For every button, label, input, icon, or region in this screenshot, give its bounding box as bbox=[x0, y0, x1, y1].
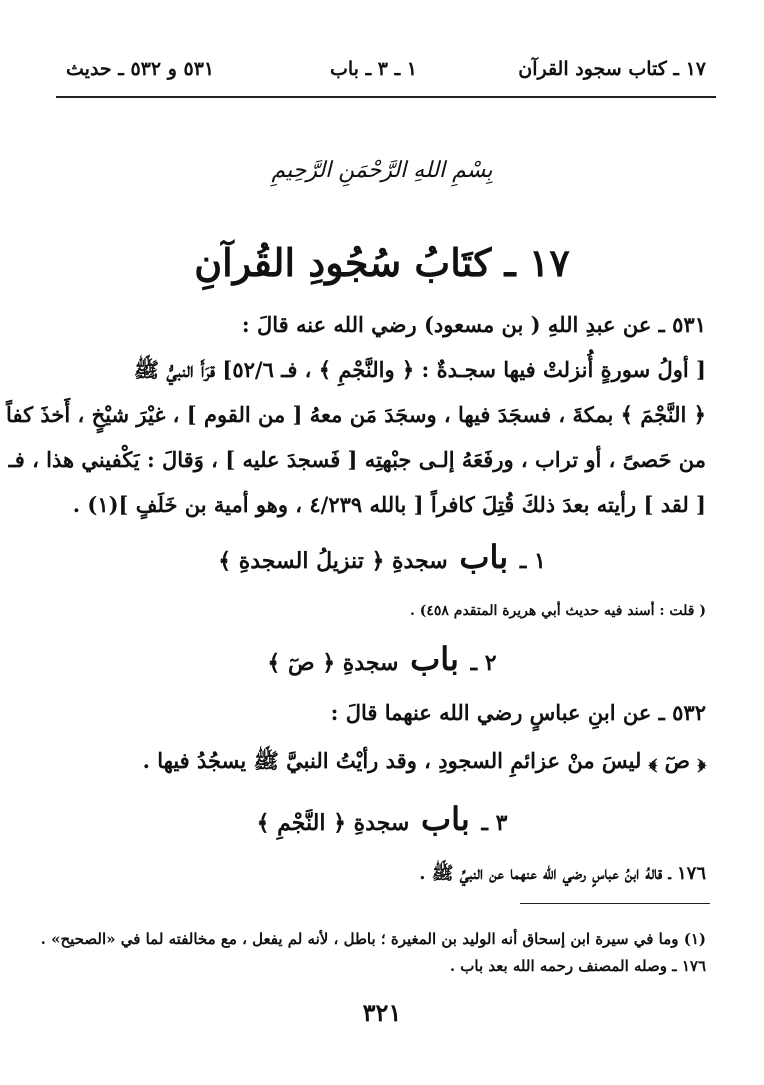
bab-1-title: سجدةِ ﴿ تنزيلُ السجدةِ ﴾ bbox=[218, 548, 448, 574]
bab-1-word: باب bbox=[459, 538, 509, 576]
hadith-531-line-1: [ أولُ سورةٍ أُنزلتْ فيها سجـدةٌ : ﴿ والنَّجْمِ ﴾ ، فـ ٥٢/٦] قرَأَ النبيُّ ﷺ bbox=[133, 357, 706, 382]
bab-3-word: باب bbox=[421, 800, 470, 838]
bab-3-title: سجدةِ ﴿ النَّجْمِ ﴾ bbox=[256, 810, 410, 836]
bab-1-heading bbox=[120, 538, 644, 576]
header-section: ١ ـ ٣ ـ باب bbox=[330, 58, 417, 80]
footnote-1: (١) وما في سيرة ابن إسحاق أنه الوليد بن المغيرة ؛ باطل ، لأنه لم يفعل ، مع مخالفته لما في «الصحيح» . bbox=[40, 930, 706, 948]
hadith-532-intro: ٥٣٢ ـ عن ابنِ عباسٍ رضي الله عنهما قالَ : bbox=[330, 700, 706, 725]
hadith-531-line-3: من حَصىً ، أو تراب ، ورفَعَهُ إلـى جبْهتِه [ فَسجدَ عليه ] ، وَقالَ : يَكْفيني هذا ، فـ bbox=[8, 447, 706, 472]
hadith-532-line-1: ﴿ صٓ ﴾ ليسَ منْ عزائمِ السجودِ ، وقد رأيْتُ النبيَّ ﷺ يسجُدُ فيها . bbox=[142, 748, 706, 773]
bab-3-heading bbox=[120, 800, 644, 838]
book-title: ١٧ ـ كتَابُ سُجُودِ القُرآنِ bbox=[194, 240, 570, 285]
hadith-531-intro: ٥٣١ ـ عن عبدِ اللهِ ( بن مسعود) رضي الله عنه قالَ : bbox=[241, 312, 706, 337]
header-divider bbox=[56, 96, 716, 98]
bab-2-word: باب bbox=[410, 640, 459, 678]
bab-2-number: ٢ ـ bbox=[470, 650, 497, 676]
bab-1-note: ( قلت : أسند فيه حديث أبي هريرة المتقدم ٤٥٨) . bbox=[409, 603, 706, 619]
hadith-531-line-4: [ لقد ] رأيته بعدَ ذلكَ قُتِلَ كافراً [ بالله ٤/٢٣٩ ، وهو أمية بن خَلَفٍ ](١) . bbox=[72, 492, 706, 517]
page-number: ٣٢١ bbox=[362, 998, 402, 1027]
hadith-531-line-2: ﴿ النَّجْمَ ﴾ بمكةَ ، فسجَدَ فيها ، وسجَدَ مَن معهُ [ من القوم ] ، غيْرَ شيْخٍ ، أَخذَ كفاً bbox=[6, 402, 706, 427]
bab-3-number: ٣ ـ bbox=[481, 810, 508, 836]
bab-2-heading bbox=[120, 640, 644, 678]
bab-2-title: سجدةِ ﴿ صٓ ﴾ bbox=[267, 650, 399, 676]
header-hadith-range: ٥٣١ و ٥٣٢ ـ حديث bbox=[66, 58, 215, 80]
ta-liq-176: ١٧٦ ـ قالهُ ابنُ عباسٍ رضي الله عنهما عن النبيِّ ﷺ . bbox=[419, 863, 706, 884]
footnote-divider bbox=[520, 903, 710, 904]
basmala: بِسْمِ اللهِ الرَّحْمَنِ الرَّحِيمِ bbox=[271, 158, 493, 183]
footnote-176: ١٧٦ ـ وصله المصنف رحمه الله بعد باب . bbox=[449, 957, 706, 975]
header-chapter: ١٧ ـ كتاب سجود القرآن bbox=[518, 58, 706, 80]
bab-1-number: ١ ـ bbox=[519, 548, 546, 574]
